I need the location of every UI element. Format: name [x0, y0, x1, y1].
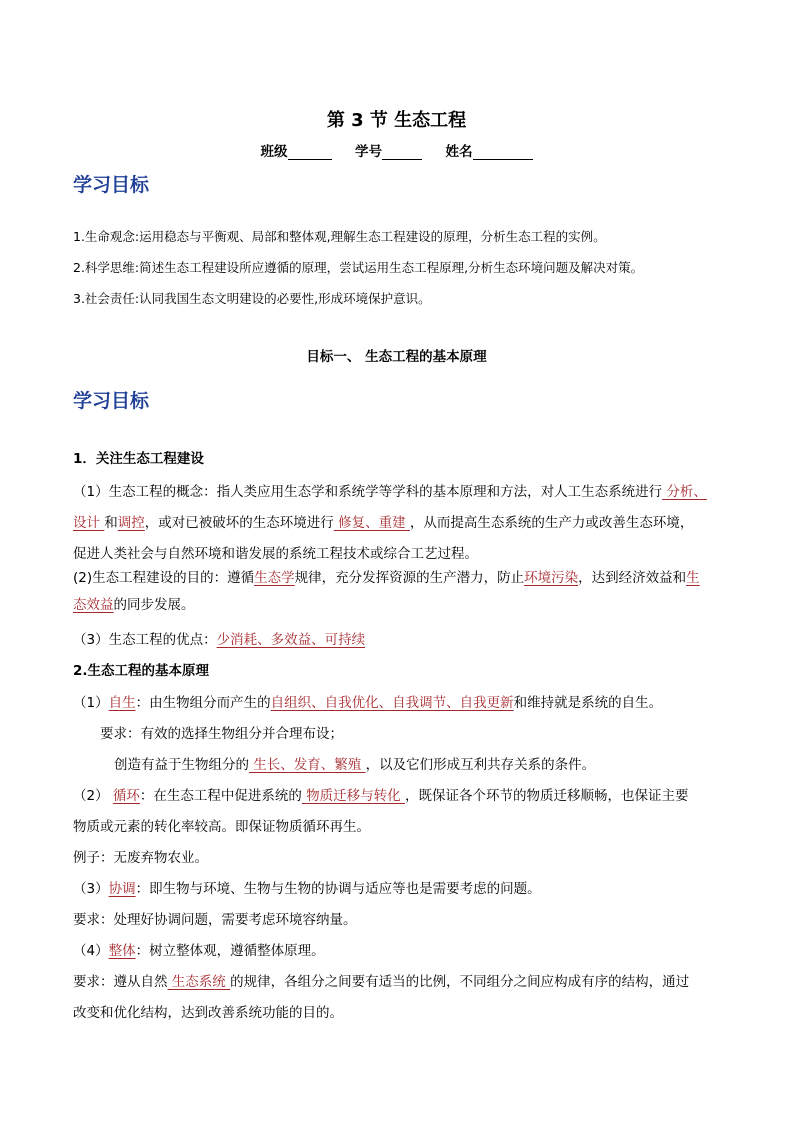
paragraph-line — [73, 693, 662, 713]
text-span: 和维持就是系统的自生。 — [513, 695, 663, 711]
text-span: (2)生态工程建设的目的：遵循 — [73, 570, 255, 586]
class-blank — [288, 144, 332, 160]
text-span: ，达到经济效益和 — [578, 570, 687, 586]
text-span: ：树立整体观，遵循整体原理。 — [135, 943, 325, 959]
answer-text: 生长、发育、繁殖 — [249, 757, 366, 773]
text-span: ，以及它们形成互利共存关系的条件。 — [365, 757, 596, 773]
paragraph-line: 改变和优化结构，达到改善系统功能的目的。 — [73, 1005, 343, 1021]
name-blank — [473, 144, 533, 160]
part2-heading: 2.生态工程的基本原理 — [73, 663, 210, 679]
example-line: 例子：无废弃物农业。 — [73, 850, 208, 866]
text-span: ，既保证各个环节的物质迁移顺畅，也保证主要 — [404, 788, 689, 804]
answer-text: 自组织、自我优化、自我调节、自我更新 — [270, 695, 514, 711]
text-span: ，从而提高生态系统的生产力或改善生态环境， — [409, 515, 694, 531]
answer-text: 协调 — [108, 881, 136, 897]
paragraph-line: 促进人类社会与自然环境和谐发展的系统工程技术或综合工艺过程。 — [73, 546, 478, 562]
text-span: 的同步发展。 — [113, 597, 195, 613]
text-span: （3） — [73, 881, 109, 897]
text-span: 规律，充分发挥资源的生产潜力，防止 — [294, 570, 525, 586]
paragraph-line — [73, 786, 688, 806]
answer-text: 生态系统 — [167, 974, 231, 990]
part1-heading: 1．关注生态工程建设 — [73, 451, 204, 467]
answer-text: 设计 — [73, 515, 105, 531]
paragraph-line — [73, 513, 693, 533]
text-span: （4） — [73, 943, 109, 959]
answer-text: 分析、 — [662, 484, 707, 500]
text-span: （1） — [73, 695, 109, 711]
section-heading-learning-goals: 学习目标 — [73, 174, 150, 196]
paragraph-line — [73, 941, 325, 961]
answer-text: 生态学 — [254, 570, 295, 586]
answer-text: 自生 — [108, 695, 136, 711]
answer-text: 修复、重建 — [333, 515, 410, 531]
answer-text: 调控 — [117, 515, 145, 531]
paragraph-line: 要求：有效的选择生物组分并合理布设； — [100, 726, 343, 742]
goal-item: 1.生命观念:运用稳态与平衡观、局部和整体观,理解生态工程建设的原理，分析生态工程的实例。 — [73, 229, 606, 244]
paragraph-line — [73, 630, 365, 650]
text-span: 要求：遵从自然 — [73, 974, 168, 990]
answer-text: 环境污染 — [524, 570, 579, 586]
target-title: 目标一、 生态工程的基本原理 — [306, 349, 487, 365]
goal-item: 3.社会责任:认同我国生态文明建设的必要性,形成环境保护意识。 — [73, 291, 431, 306]
paragraph-line: 要求：处理好协调问题，需要考虑环境容纳量。 — [73, 912, 357, 928]
id-blank — [382, 144, 422, 160]
answer-text: 生 — [686, 570, 700, 586]
answer-text: 少消耗、多效益、可持续 — [216, 632, 366, 648]
goal-item: 2.科学思维:简述生态工程建设所应遵循的原理，尝试运用生态工程原理,分析生态环境问题及解决对策。 — [73, 260, 644, 275]
paragraph-line — [73, 482, 707, 502]
section-heading-learning-goals-2: 学习目标 — [73, 390, 150, 412]
page-title: 第 3 节 生态工程 — [326, 110, 467, 131]
text-span: （3）生态工程的优点： — [73, 632, 217, 648]
text-span: ：在生态工程中促进系统的 — [139, 788, 302, 804]
paragraph-line — [73, 595, 195, 615]
student-info-line — [0, 140, 793, 160]
text-span: 创造有益于生物组分的 — [114, 757, 249, 773]
paragraph-line — [73, 568, 700, 588]
text-span: ，或对已被破坏的生态环境进行 — [144, 515, 334, 531]
paragraph-line — [73, 972, 689, 992]
text-span: （1）生态工程的概念：指人类应用生态学和系统学等学科的基本原理和方法，对人工生态系统进行 — [73, 484, 663, 500]
text-span: 的规律，各组分之间要有适当的比例，不同组分之间应构成有序的结构，通过 — [230, 974, 690, 990]
answer-text: 物质迁移与转化 — [301, 788, 405, 804]
text-span: ：由生物组分而产生的 — [135, 695, 271, 711]
text-span: 和 — [104, 515, 118, 531]
name-label: 姓名 — [445, 144, 473, 160]
answer-text: 循环 — [112, 788, 140, 804]
answer-text: 态效益 — [73, 597, 114, 613]
text-span: ：即生物与环境、生物与生物的协调与适应等也是需要考虑的问题。 — [135, 881, 541, 897]
text-span: （2） — [73, 788, 113, 804]
id-label: 学号 — [355, 144, 382, 160]
paragraph-line — [73, 879, 541, 899]
paragraph-line — [114, 755, 595, 775]
paragraph-line: 物质或元素的转化率较高。即保证物质循环再生。 — [73, 819, 370, 835]
answer-text: 整体 — [108, 943, 136, 959]
class-label: 班级 — [260, 144, 288, 160]
